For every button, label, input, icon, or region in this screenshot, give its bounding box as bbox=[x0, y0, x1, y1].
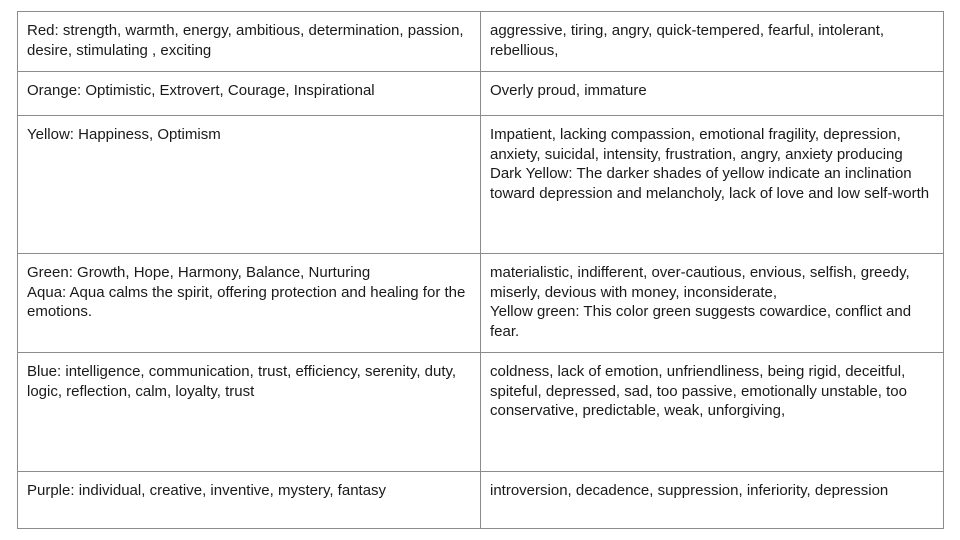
positive-traits-cell bbox=[18, 72, 481, 116]
table-row-yellow bbox=[18, 116, 944, 254]
cell-text: Orange: Optimistic, Extrovert, Courage, Inspirational bbox=[27, 82, 375, 99]
positive-traits-cell bbox=[18, 353, 481, 472]
cell-text: Overly proud, immature bbox=[490, 82, 647, 99]
color-meanings-table bbox=[17, 11, 944, 529]
cell-text: Aqua: Aqua calms the spirit, offering protection and healing for the emotions. bbox=[27, 283, 466, 320]
cell-text: Blue: intelligence, communication, trust, efficiency, serenity, duty, logic, reflection, calm, loyalty, trust bbox=[27, 363, 457, 400]
positive-traits-cell bbox=[18, 12, 481, 72]
positive-traits-cell bbox=[18, 116, 481, 254]
table-row-red bbox=[18, 12, 944, 72]
table-row-purple bbox=[18, 472, 944, 529]
negative-traits-cell bbox=[481, 472, 944, 529]
cell-text: Yellow: Happiness, Optimism bbox=[27, 126, 221, 143]
negative-traits-cell bbox=[481, 116, 944, 254]
cell-text: coldness, lack of emotion, unfriendliness, being rigid, deceitful, spiteful, depressed, sad, too passive, emotionally unstable, too conservative, predictable, weak, unforgiving, bbox=[490, 363, 907, 419]
negative-traits-cell bbox=[481, 72, 944, 116]
cell-text: Yellow green: This color green suggests cowardice, conflict and fear. bbox=[490, 303, 912, 340]
cell-text: Dark Yellow: The darker shades of yellow indicate an inclination toward depression and melancholy, lack of love and low self-worth bbox=[490, 165, 930, 202]
table-row-blue bbox=[18, 353, 944, 472]
negative-traits-cell bbox=[481, 353, 944, 472]
negative-traits-cell bbox=[481, 12, 944, 72]
table-row-green bbox=[18, 254, 944, 353]
cell-text: materialistic, indifferent, over-cautious, envious, selfish, greedy, miserly, devious with money, inconsiderate, bbox=[490, 264, 910, 301]
table-row-orange bbox=[18, 72, 944, 116]
cell-text: Purple: individual, creative, inventive, mystery, fantasy bbox=[27, 482, 387, 499]
cell-text: aggressive, tiring, angry, quick-tempered, fearful, intolerant, rebellious, bbox=[490, 22, 885, 59]
cell-text: Green: Growth, Hope, Harmony, Balance, Nurturing bbox=[27, 264, 371, 281]
positive-traits-cell bbox=[18, 472, 481, 529]
cell-text: Impatient, lacking compassion, emotional fragility, depression, anxiety, suicidal, intensity, frustration, angry, anxiety producing bbox=[490, 126, 903, 163]
cell-text: introversion, decadence, suppression, inferiority, depression bbox=[490, 482, 889, 499]
cell-text: Red: strength, warmth, energy, ambitious, determination, passion, desire, stimulating , exciting bbox=[27, 22, 464, 59]
positive-traits-cell bbox=[18, 254, 481, 353]
negative-traits-cell bbox=[481, 254, 944, 353]
